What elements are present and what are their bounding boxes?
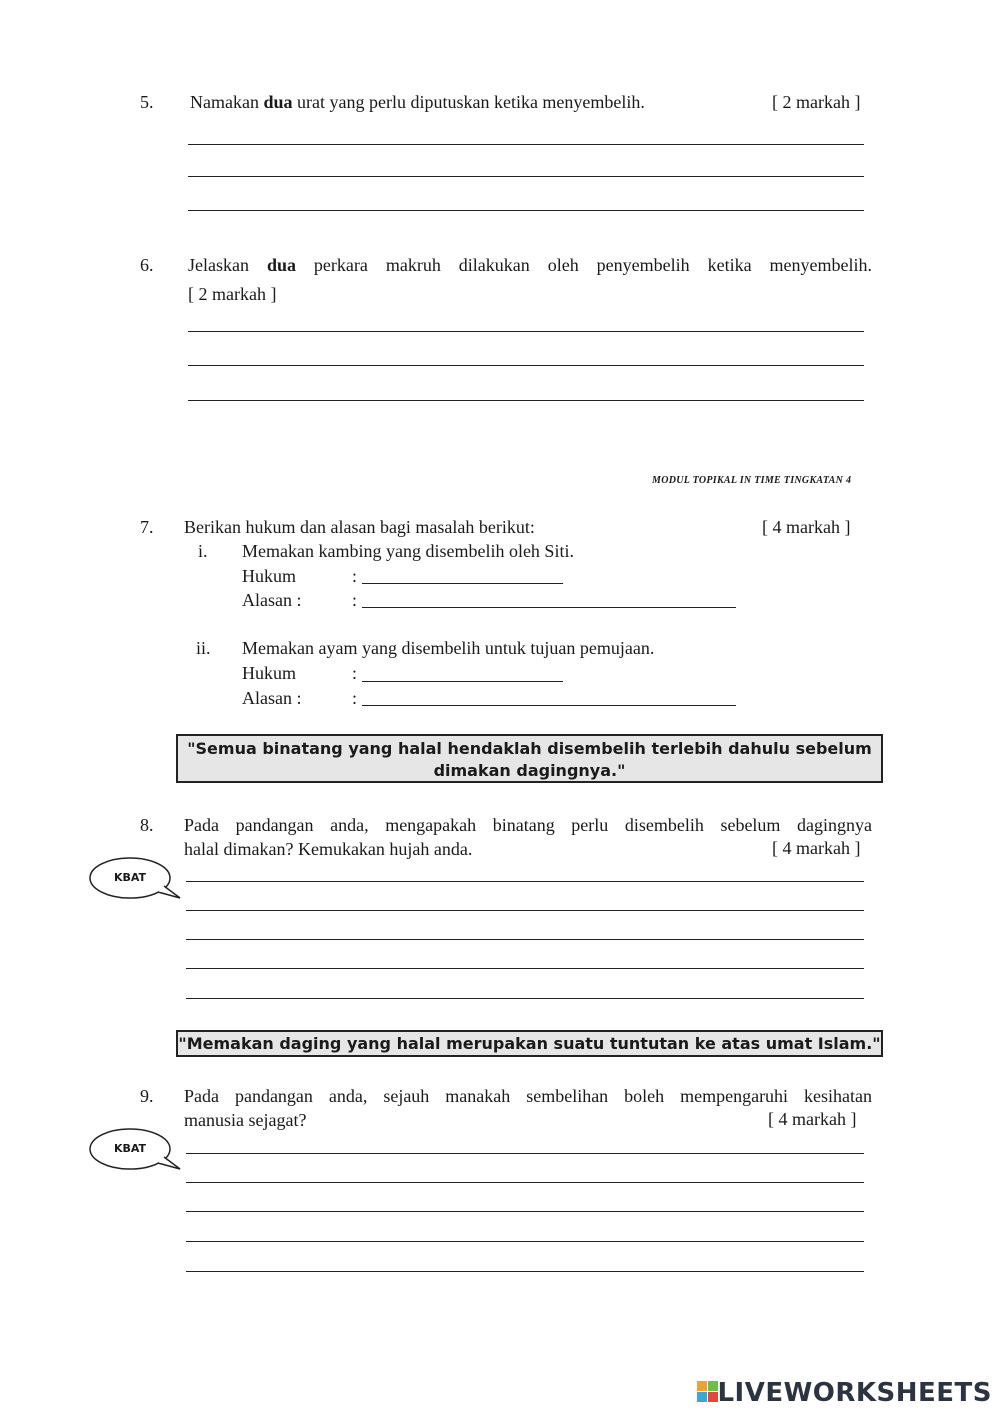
q7-part-i-hukum-line[interactable] bbox=[362, 583, 563, 584]
q8-marks: [ 4 markah ] bbox=[772, 838, 861, 858]
q5-answer-line-2[interactable] bbox=[188, 176, 864, 177]
quote-box-1 bbox=[176, 734, 883, 783]
q7-part-ii-alasan-line[interactable] bbox=[362, 705, 736, 706]
liveworksheets-logo-icon bbox=[697, 1381, 719, 1403]
q5-text bbox=[190, 90, 645, 114]
q8-number: 8. bbox=[140, 815, 154, 835]
q8-line-2: halal dimakan? Kemukakan hujah anda. bbox=[184, 839, 473, 859]
q5-marks: [ 2 markah ] bbox=[772, 92, 861, 112]
liveworksheets-brand[interactable]: LIVEWORKSHEETS bbox=[717, 1378, 992, 1408]
q7-part-i-alasan-colon: : bbox=[352, 590, 358, 610]
q8-answer-line-5[interactable] bbox=[186, 998, 864, 999]
q5-number: 5. bbox=[140, 92, 154, 112]
q8-answer-line-1[interactable] bbox=[186, 881, 864, 882]
q7-part-ii-alasan-label: Alasan : bbox=[242, 688, 302, 708]
q5-text-bold: dua bbox=[263, 92, 293, 112]
q9-answer-line-5[interactable] bbox=[186, 1271, 864, 1272]
q7-part-i-alasan-line[interactable] bbox=[362, 607, 736, 608]
q7-part-ii-hukum-line[interactable] bbox=[362, 681, 563, 682]
q5-answer-line-3[interactable] bbox=[188, 210, 864, 211]
q7-part-ii-text: Memakan ayam yang disembelih untuk tujuan pemujaan. bbox=[242, 638, 655, 658]
q9-kbat-badge bbox=[88, 1127, 174, 1173]
q6-answer-line-1[interactable] bbox=[188, 331, 864, 332]
q7-part-i-hukum-label: Hukum bbox=[242, 566, 296, 586]
quote-1-line-2: dimakan dagingnya." bbox=[433, 761, 626, 780]
q7-part-i-label: i. bbox=[198, 541, 208, 561]
q5-text-after: urat yang perlu diputuskan ketika menyembelih. bbox=[292, 92, 645, 112]
q8-kbat-badge bbox=[88, 856, 174, 902]
q7-part-ii-alasan-colon: : bbox=[352, 688, 358, 708]
q9-marks: [ 4 markah ] bbox=[768, 1109, 857, 1129]
q5-answer-line-1[interactable] bbox=[188, 144, 864, 145]
quote-box-2 bbox=[176, 1030, 883, 1057]
q7-text: Berikan hukum dan alasan bagi masalah berikut: bbox=[184, 517, 535, 537]
q8-line-1: Pada pandangan anda, mengapakah binatang perlu disembelih sebelum dagingnya bbox=[184, 815, 872, 835]
q9-answer-line-2[interactable] bbox=[186, 1182, 864, 1183]
q7-part-ii-label: ii. bbox=[196, 638, 211, 658]
q8-kbat-label: KBAT bbox=[113, 871, 147, 884]
q6-text-after: perkara makruh dilakukan oleh penyembelih ketika menyembelih. bbox=[295, 255, 872, 275]
q6-marks: [ 2 markah ] bbox=[188, 284, 277, 304]
q9-answer-line-3[interactable] bbox=[186, 1211, 864, 1212]
q6-text-bold: dua bbox=[266, 255, 296, 275]
q8-answer-line-2[interactable] bbox=[186, 910, 864, 911]
q9-kbat-label: KBAT bbox=[113, 1142, 147, 1155]
quote-1-line-1: "Semua binatang yang halal hendaklah disembelih terlebih dahulu sebelum bbox=[187, 739, 872, 758]
q7-part-i-hukum-colon: : bbox=[352, 566, 358, 586]
q7-number: 7. bbox=[140, 517, 154, 537]
q9-answer-line-1[interactable] bbox=[186, 1153, 864, 1154]
q9-line-2: manusia sejagat? bbox=[184, 1110, 307, 1130]
q9-number: 9. bbox=[140, 1086, 154, 1106]
q6-number: 6. bbox=[140, 255, 154, 275]
quote-2-text: "Memakan daging yang halal merupakan suatu tuntutan ke atas umat Islam." bbox=[178, 1034, 881, 1053]
q7-part-ii-hukum-label: Hukum bbox=[242, 663, 296, 683]
q9-answer-line-4[interactable] bbox=[186, 1241, 864, 1242]
q6-text bbox=[188, 253, 872, 277]
q9-line-1: Pada pandangan anda, sejauh manakah sembelihan boleh mempengaruhi kesihatan bbox=[184, 1086, 872, 1106]
q7-part-ii-hukum-colon: : bbox=[352, 663, 358, 683]
q6-answer-line-2[interactable] bbox=[188, 365, 864, 366]
q8-answer-line-3[interactable] bbox=[186, 939, 864, 940]
q5-text-before: Namakan bbox=[190, 92, 264, 112]
q6-text-before: Jelaskan bbox=[188, 255, 267, 275]
q7-part-i-text: Memakan kambing yang disembelih oleh Siti. bbox=[242, 541, 574, 561]
q7-marks: [ 4 markah ] bbox=[762, 517, 851, 537]
q6-answer-line-3[interactable] bbox=[188, 400, 864, 401]
module-header: MODUL TOPIKAL IN TIME TINGKATAN 4 bbox=[652, 475, 852, 486]
q8-answer-line-4[interactable] bbox=[186, 968, 864, 969]
q7-part-i-alasan-label: Alasan : bbox=[242, 590, 302, 610]
